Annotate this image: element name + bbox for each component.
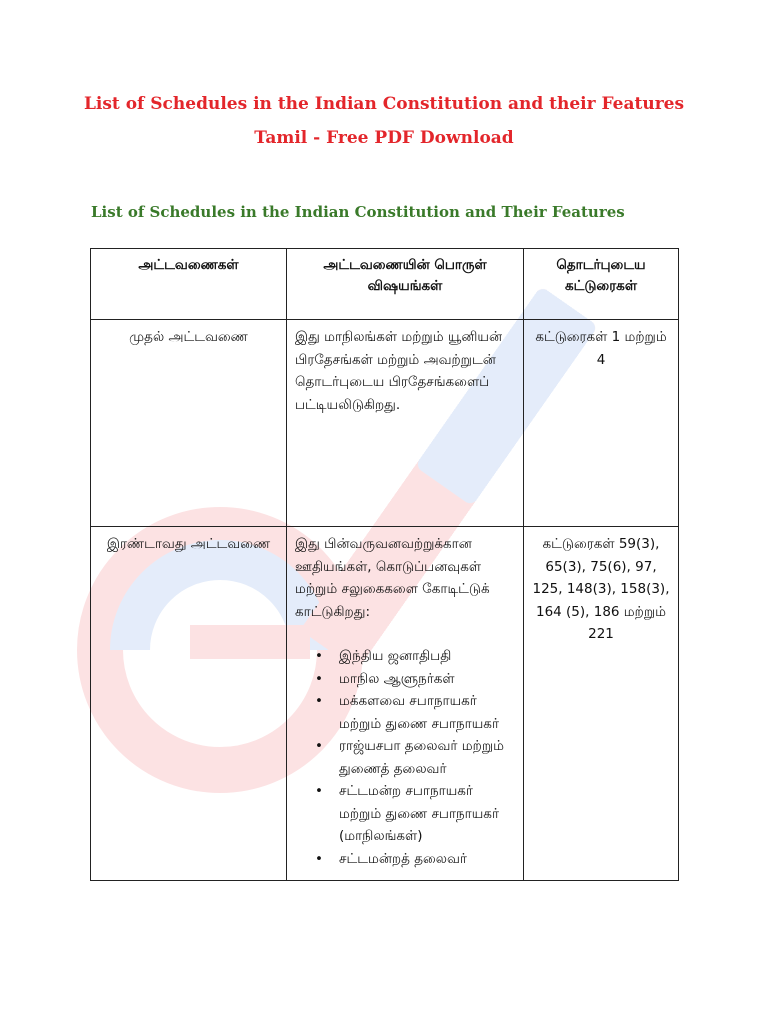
- table-row: [91, 320, 679, 527]
- table-row: [91, 527, 679, 881]
- header-schedules: அட்டவணைகள்: [91, 249, 287, 320]
- list-item: • ராஜ்யசபா தலைவர் மற்றும் துணைத் தலைவர்: [295, 735, 515, 780]
- list-item: • மக்களவை சபாநாயகர் மற்றும் துணை சபாநாயகர்: [295, 690, 515, 735]
- schedules-table: [90, 248, 679, 881]
- row2-schedule: இரண்டாவது அட்டவணை: [91, 527, 287, 881]
- row2-articles: கட்டுரைகள் 59(3), 65(3), 75(6), 97, 125, 148(3), 158(3), 164 (5), 186 மற்றும் 221: [524, 527, 679, 881]
- row1-subject: இது மாநிலங்கள் மற்றும் யூனியன் பிரதேசங்கள் மற்றும் அவற்றுடன் தொடர்புடைய பிரதேசங்களைப் பட்டியலிடுகிறது.: [287, 320, 524, 527]
- list-item: • இந்திய ஜனாதிபதி: [295, 645, 515, 668]
- row2-subject-cell: [287, 527, 524, 881]
- row1-schedule: முதல் அட்டவணை: [91, 320, 287, 527]
- header-articles: தொடர்புடைய கட்டுரைகள்: [524, 249, 679, 320]
- row2-subject: இது பின்வருவனவற்றுக்கான ஊதியங்கள், கொடுப்பனவுகள் மற்றும் சலுகைகளை கோடிட்டுக் காட்டுகிறது:: [295, 536, 490, 620]
- document-title-line-1: List of Schedules in the Indian Constitution and their Features: [83, 94, 685, 114]
- list-item: • சட்டமன்ற சபாநாயகர் மற்றும் துணை சபாநாயகர் (மாநிலங்கள்): [295, 780, 515, 848]
- list-item: • சட்டமன்றத் தலைவர்: [295, 848, 515, 871]
- list-item: • மாநில ஆளுநர்கள்: [295, 668, 515, 691]
- header-subject: அட்டவணையின் பொருள் விஷயங்கள்: [287, 249, 524, 320]
- section-heading: List of Schedules in the Indian Constitution and Their Features: [91, 203, 625, 221]
- document-title-line-2: Tamil - Free PDF Download: [254, 128, 514, 148]
- row2-bullet-list: [295, 645, 515, 870]
- row1-articles: கட்டுரைகள் 1 மற்றும் 4: [524, 320, 679, 527]
- table-header-row: [91, 249, 679, 320]
